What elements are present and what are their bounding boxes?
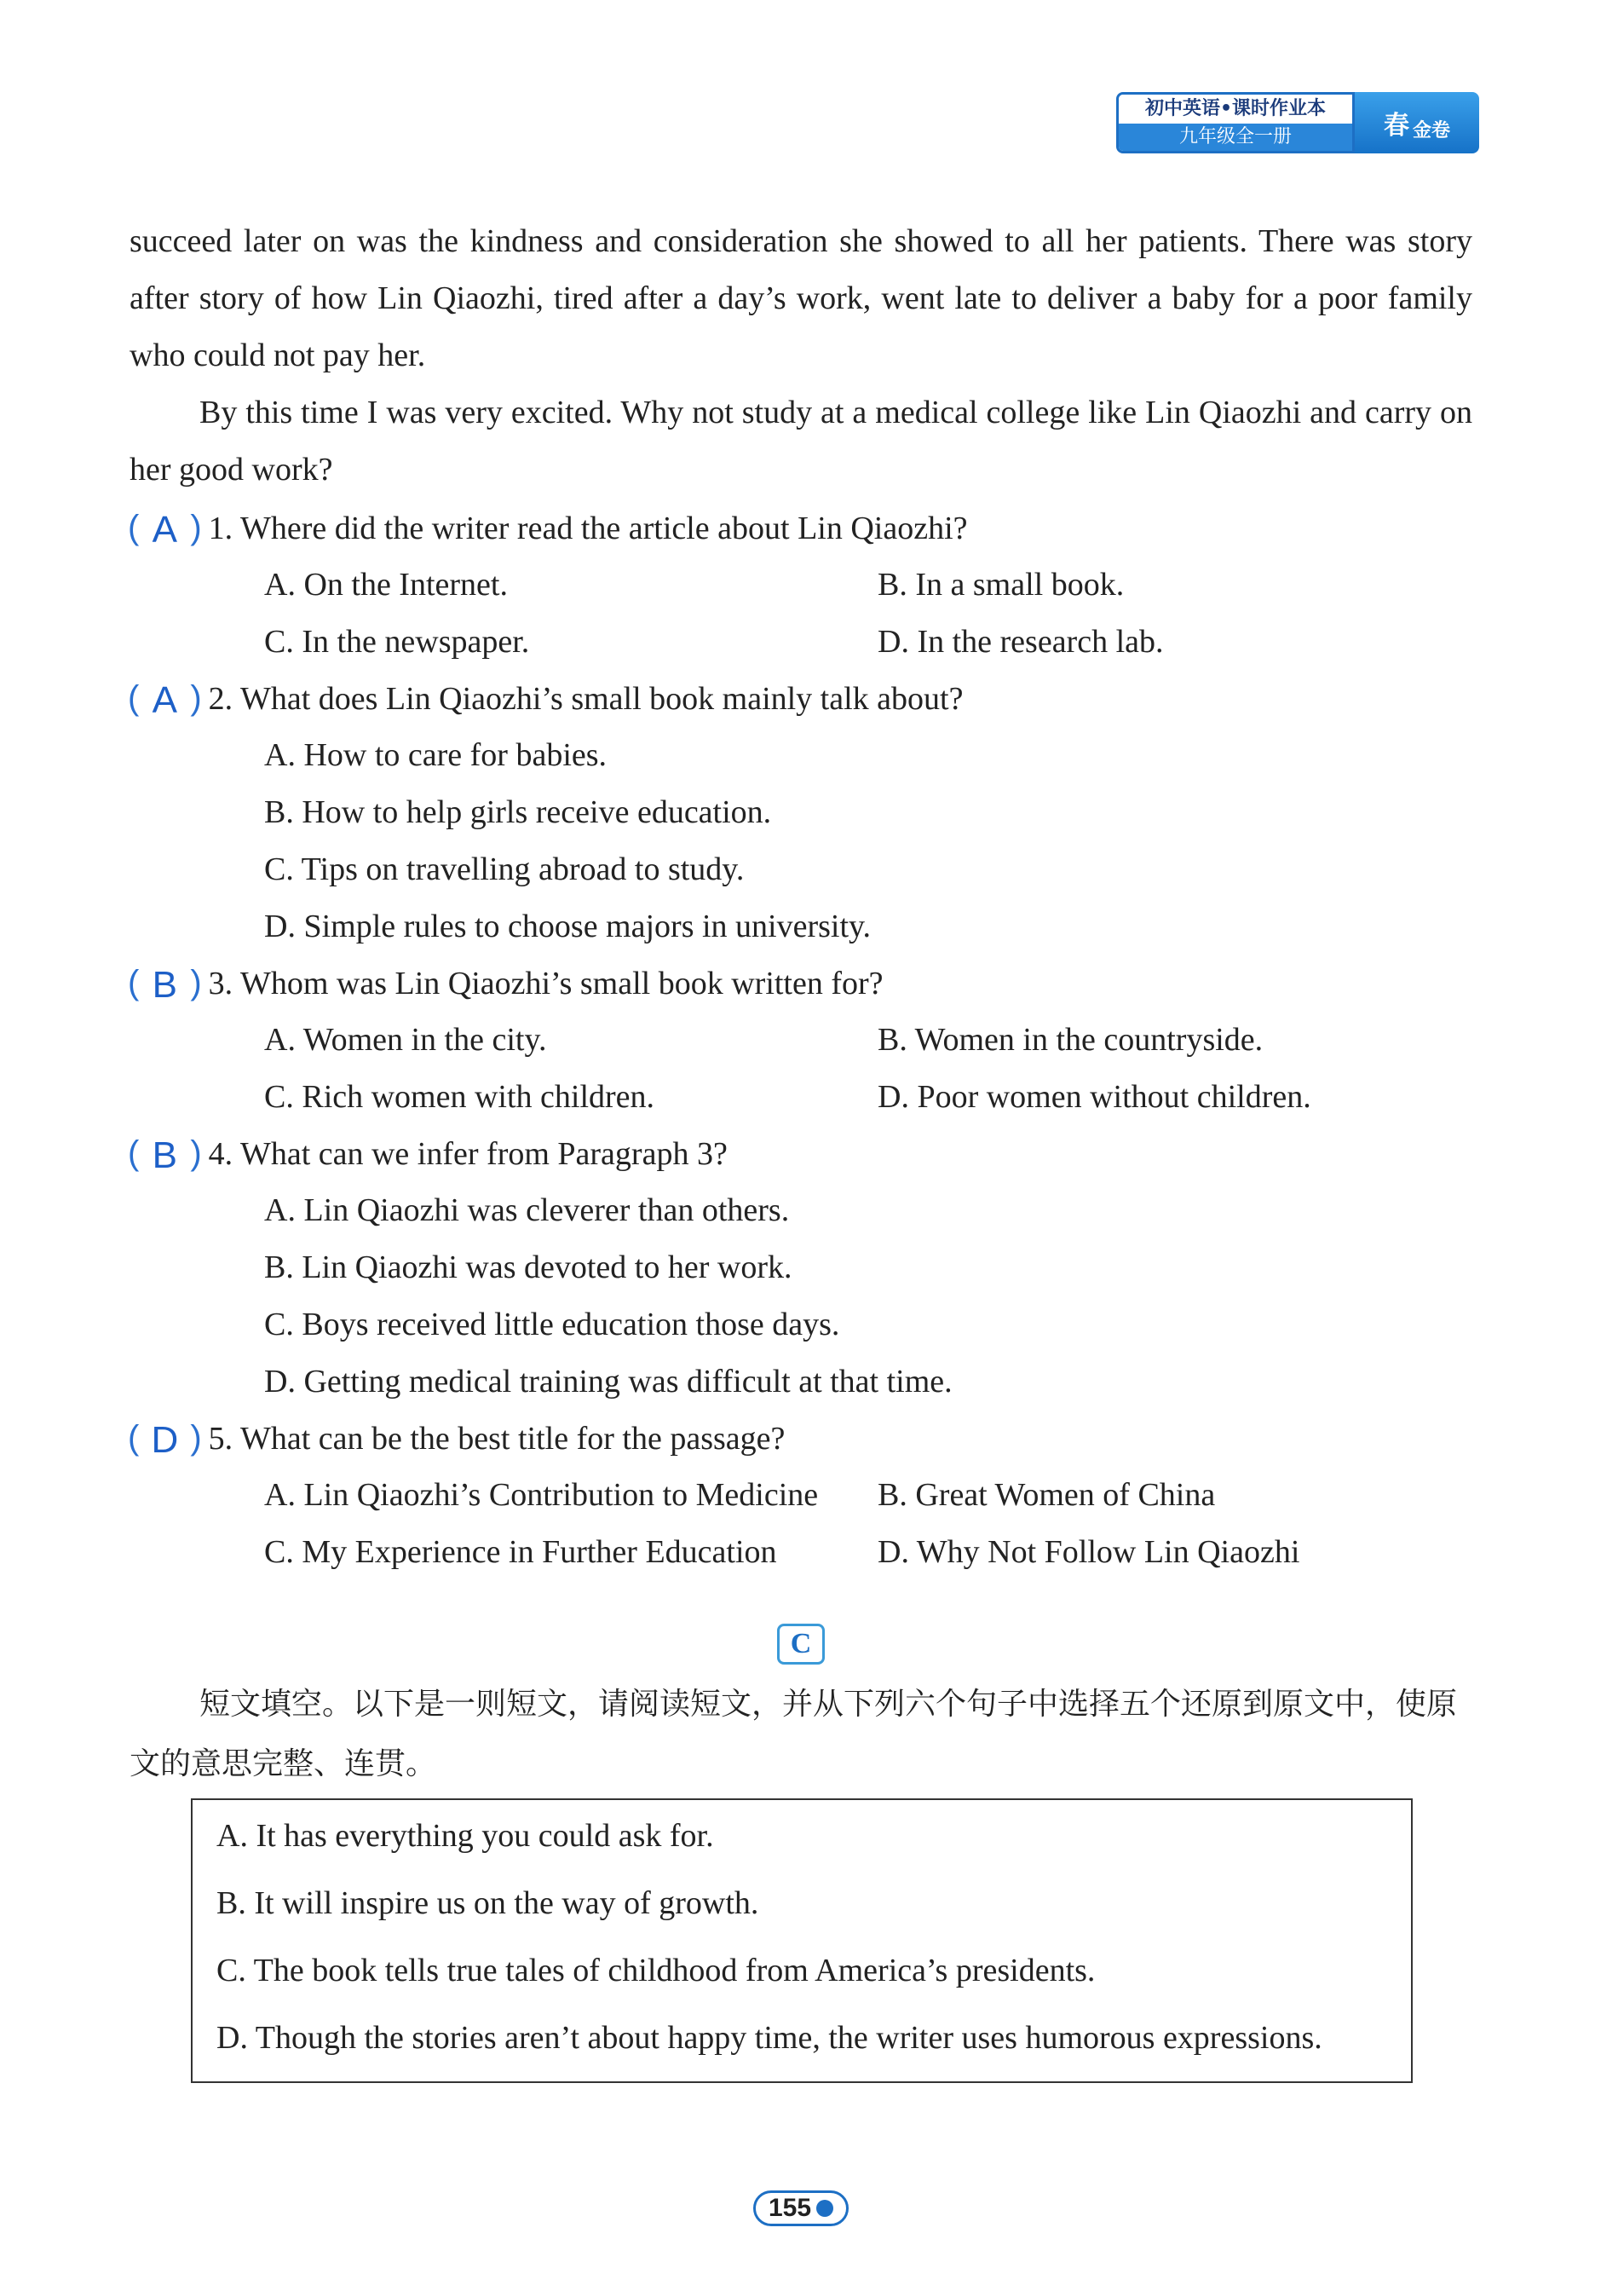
bracket-close: ) [190,1134,202,1172]
question-4 [128,1125,728,1184]
sentence-options-box [191,1798,1413,2083]
page-dot-icon [816,2200,833,2217]
answer-4: B [152,1134,177,1176]
answer-1: A [152,509,177,551]
option-1d: D. In the research lab. [878,624,1164,660]
option-1b: B. In a small book. [878,567,1125,603]
passage-paragraph-1: succeed later on was the kindness and consideration she showed to all her patients. There was story after story of how Lin Qiaozhi, tired after a day’s work, went late to deliver a baby for a poor family who could not pay her. [130,223,1472,373]
option-3a: A. Women in the city. [264,1022,547,1058]
question-stem: 5. What can be the best title for the passage? [208,1421,786,1457]
passage-paragraph-2: By this time I was very excited. Why not study at a medical college like Lin Qiaozhi and carry on her good work? [130,395,1472,488]
answer-2: A [152,679,177,721]
page-number [753,2190,849,2226]
section-c-badge: C [777,1624,825,1665]
question-3 [128,955,884,1013]
series-badge [1116,92,1479,153]
option-5d: D. Why Not Follow Lin Qiaozhi [878,1534,1300,1570]
question-stem: 3. Whom was Lin Qiaozhi’s small book written for? [208,966,884,1001]
question-2 [128,670,963,729]
bracket-close: ) [190,964,202,1001]
answer-3: B [152,964,177,1006]
bracket-close: ) [190,679,202,717]
series-title: 初中英语•课时作业本 [1119,95,1352,124]
option-4a: A. Lin Qiaozhi was cleverer than others. [264,1192,790,1228]
option-5b: B. Great Women of China [878,1477,1216,1513]
question-5 [128,1410,785,1469]
box-option-a: A. It has everything you could ask for. [216,1818,714,1854]
option-4c: C. Boys received little education those days. [264,1307,840,1342]
option-2d: D. Simple rules to choose majors in university. [264,909,872,944]
answer-5: D [151,1419,179,1461]
bracket-close: ) [190,1419,202,1457]
section-c-instructions: 短文填空。以下是一则短文，请阅读短文，并从下列六个句子中选择五个还原到原文中，使原文的意思完整、连贯。 [130,1687,1458,1781]
option-4d: D. Getting medical training was difficult at that time. [264,1364,953,1399]
option-3d: D. Poor women without children. [878,1079,1311,1115]
question-1 [128,499,968,558]
option-3c: C. Rich women with children. [264,1079,655,1115]
brand-sub: 金卷 [1412,119,1450,141]
bracket-open: ( [128,679,140,717]
box-option-c: C. The book tells true tales of childhood from America’s presidents. [216,1953,1096,1988]
series-label [1116,92,1355,153]
question-stem: 2. What does Lin Qiaozhi’s small book mainly talk about? [208,681,964,717]
bracket-open: ( [128,1134,140,1172]
option-4b: B. Lin Qiaozhi was devoted to her work. [264,1249,792,1285]
option-2b: B. How to help girls receive education. [264,794,772,830]
question-stem: 4. What can we infer from Paragraph 3? [208,1136,728,1172]
page-number-text: 155 [768,2194,812,2222]
option-1a: A. On the Internet. [264,567,508,603]
option-1c: C. In the newspaper. [264,624,530,660]
option-2a: A. How to care for babies. [264,737,608,773]
bracket-open: ( [128,1419,140,1457]
option-5a: A. Lin Qiaozhi’s Contribution to Medicine [264,1477,819,1513]
grade-label: 九年级全一册 [1119,124,1352,151]
bracket-open: ( [128,509,140,546]
option-5c: C. My Experience in Further Education [264,1534,777,1570]
option-3b: B. Women in the countryside. [878,1022,1264,1058]
box-option-b: B. It will inspire us on the way of growth. [216,1885,759,1921]
brand-mark: 春 [1383,111,1409,141]
bracket-open: ( [128,964,140,1001]
option-2c: C. Tips on travelling abroad to study. [264,851,745,887]
bracket-close: ) [190,509,202,546]
box-option-d: D. Though the stories aren’t about happy time, the writer uses humorous expressions. [216,2020,1322,2056]
question-stem: 1. Where did the writer read the article about Lin Qiaozhi? [208,511,968,546]
brand-logo [1355,92,1479,153]
